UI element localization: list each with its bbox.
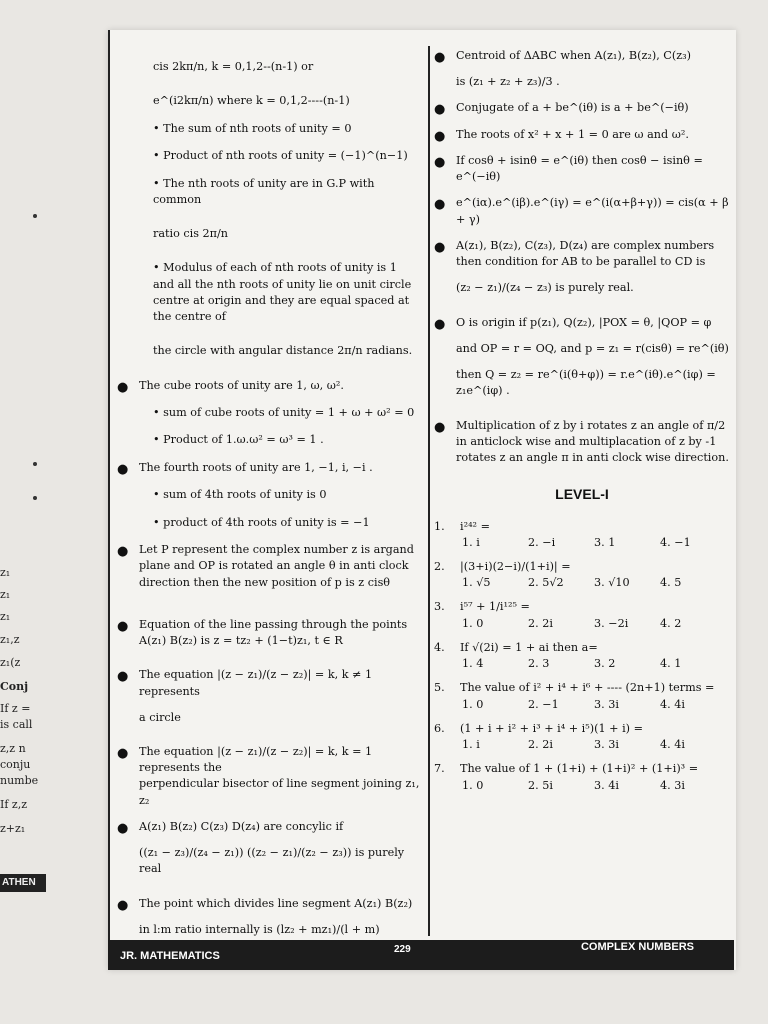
margin-text: If z =: [0, 702, 31, 715]
answer-option: 3. 3i: [594, 738, 619, 752]
text-line: • Modulus of each of nth roots of unity is 1 and all the nth roots of unity lie on unit circle centre at origin and they are equal spaced at the centre of: [153, 261, 412, 324]
bullet-text: The cube roots of unity are 1, ω, ω².: [139, 378, 344, 392]
text-line: • The nth roots of unity are in G.P with common: [153, 176, 375, 206]
answer-option: 4. −1: [660, 535, 691, 549]
bullet-icon: ●: [117, 745, 129, 761]
text-line: is (z₁ + z₂ + z₃)/3 .: [456, 75, 560, 89]
bullet-text: The equation |(z − z₁)/(z − z₂)| = k, k ≠ 1 represents: [139, 668, 373, 698]
text-line: ((z₁ − z₃)/(z₄ − z₁)) ((z₂ − z₁)/(z₂ − z₃)) is purely real: [139, 846, 405, 876]
text-line: cis 2kπ/n, k = 0,1,2--(n-1) or: [153, 60, 314, 74]
bullet-item: [117, 542, 421, 591]
margin-text: z,z n: [0, 742, 26, 755]
margin-text: numbe: [0, 774, 39, 787]
answer-option: 3. −2i: [594, 616, 629, 630]
bullet-text: A(z₁) B(z₂) C(z₃) D(z₄) are concylic if: [139, 819, 344, 833]
answer-option: 3. 4i: [594, 778, 619, 792]
text-line: • sum of 4th roots of unity is 0: [153, 488, 327, 502]
question-number: 1.: [434, 519, 445, 533]
margin-text: conju: [0, 758, 31, 771]
bullet-item: [117, 744, 421, 776]
bullet-icon: ●: [434, 128, 446, 144]
text-line: (z₂ − z₁)/(z₄ − z₃) is purely real.: [456, 281, 634, 295]
answer-option: 2. 2i: [528, 616, 553, 630]
question-item: [434, 721, 730, 753]
text-line: perpendicular bisector of line segment joining z₁, z₂: [139, 777, 420, 807]
text-line: then Q = z₂ = re^(i(θ+φ)) = r.e^(iθ).e^(iφ) = z₁e^(iφ) .: [456, 368, 716, 398]
margin-text: z+z₁: [0, 822, 26, 835]
margin-text: z₁: [0, 610, 11, 623]
bullet-text: The roots of x² + x + 1 = 0 are ω and ω².: [456, 127, 689, 141]
answer-option: 1. 4: [462, 657, 484, 671]
answer-option: 1. i: [462, 738, 480, 752]
bullet-text: The fourth roots of unity are 1, −1, i, −i .: [139, 460, 373, 474]
text-line: • The sum of nth roots of unity = 0: [153, 121, 352, 135]
right-column: [434, 48, 730, 794]
answer-option: 3. √10: [594, 576, 630, 590]
answer-option: 3. 3i: [594, 697, 619, 711]
bullet-item: [434, 238, 730, 270]
bullet-text: Centroid of ΔABC when A(z₁), B(z₂), C(z₃): [456, 49, 691, 62]
question-item: [434, 761, 730, 793]
bullet-item: [117, 896, 421, 912]
answer-option: 1. i: [462, 535, 480, 549]
bullet-text: O is origin if p(z₁), Q(z₂), |POX = θ, |QOP = φ: [456, 315, 712, 329]
bullet-text: Let P represent the complex number z is argand plane and OP is rotated an angle θ in anti clock direction then the new position of p is z cisθ: [139, 543, 414, 589]
question-item: [434, 680, 730, 712]
text-line: in l:m ratio internally is (lz₂ + mz₁)/(l + m): [139, 922, 380, 936]
answer-option: 4. 4i: [660, 738, 685, 752]
bullet-text: If cosθ + isinθ = e^(iθ) then cosθ − isinθ = e^(−iθ): [456, 153, 703, 184]
bullet-text: Conjugate of a + be^(iθ) is a + be^(−iθ): [456, 101, 689, 115]
bullet-icon: ●: [434, 197, 446, 213]
answer-option: 4. 5: [660, 576, 682, 590]
bullet-item: [434, 315, 730, 331]
question-text: i²⁴² =: [460, 519, 490, 533]
bullet-item: [434, 195, 730, 227]
footer-chapter: COMPLEX NUMBERS: [580, 941, 694, 953]
text-line: a circle: [139, 710, 181, 724]
bullet-icon: ●: [117, 544, 129, 560]
bullet-item: [434, 100, 730, 116]
answer-option: 2. −1: [528, 697, 559, 711]
margin-text: is call: [0, 718, 33, 731]
question-options: [460, 575, 730, 591]
answer-option: 2. 2i: [528, 738, 553, 752]
text-line: • Product of 1.ω.ω² = ω³ = 1 .: [153, 433, 324, 447]
section-heading: LEVEL-I: [555, 486, 609, 503]
answer-option: 1. √5: [462, 576, 491, 590]
bullet-item: [117, 667, 421, 699]
margin-tab: ATHEN: [0, 874, 46, 892]
question-number: 5.: [434, 681, 445, 695]
answer-option: 1. 0: [462, 778, 484, 792]
text-line: ratio cis 2π/n: [153, 227, 228, 241]
question-number: 3.: [434, 600, 445, 614]
footer-subject: JR. MATHEMATICS: [120, 950, 220, 962]
question-options: [460, 778, 730, 794]
bullet-icon: ●: [117, 618, 129, 634]
bullet-item: [434, 153, 730, 185]
margin-text: z₁: [0, 588, 11, 601]
question-options: [460, 697, 730, 713]
margin-text: If z,z: [0, 798, 28, 811]
bullet-item: [117, 460, 421, 476]
text-line: the circle with angular distance 2π/n radians.: [153, 344, 413, 358]
answer-option: 4. 1: [660, 657, 682, 671]
question-options: [460, 535, 730, 551]
bullet-icon: ●: [117, 461, 129, 477]
bullet-item: [434, 127, 730, 143]
bullet-item: [434, 48, 730, 64]
answer-option: 2. 5√2: [528, 576, 564, 590]
question-item: [434, 640, 730, 672]
bullet-text: The point which divides line segment A(z₁) B(z₂): [139, 896, 413, 910]
text-line: • sum of cube roots of unity = 1 + ω + ω² = 0: [153, 405, 415, 419]
bullet-text: The equation |(z − z₁)/(z − z₂)| = k, k = 1 represents the: [139, 744, 373, 775]
speck: [33, 214, 37, 218]
answer-option: 2. 5i: [528, 778, 553, 792]
bullet-icon: ●: [117, 379, 129, 395]
bullet-icon: ●: [117, 897, 129, 913]
question-text: |(3+i)(2−i)/(1+i)| =: [460, 559, 571, 573]
question-number: 7.: [434, 762, 445, 776]
bullet-item: [117, 819, 421, 835]
bullet-icon: ●: [434, 316, 446, 332]
question-number: 2.: [434, 559, 445, 573]
column-divider: [428, 46, 430, 936]
bullet-icon: ●: [434, 154, 446, 170]
question-options: [460, 616, 730, 632]
answer-option: 4. 3i: [660, 778, 685, 792]
question-number: 6.: [434, 721, 445, 735]
bullet-text: Equation of the line passing through the points A(z₁) B(z₂) is z = tz₂ + (1−t)z₁, t ∈ R: [139, 617, 408, 648]
answer-option: 4. 2: [660, 616, 682, 630]
bullet-item: [117, 617, 421, 649]
margin-text: z₁(z: [0, 656, 21, 669]
text-line: e^(i2kπ/n) where k = 0,1,2----(n-1): [153, 94, 350, 108]
bullet-icon: ●: [434, 102, 446, 118]
answer-option: 4. 4i: [660, 697, 685, 711]
question-item: [434, 599, 730, 631]
speck: [33, 462, 37, 466]
bullet-icon: ●: [434, 419, 446, 435]
question-item: [434, 559, 730, 591]
answer-option: 2. −i: [528, 535, 556, 549]
question-number: 4.: [434, 640, 445, 654]
answer-option: 3. 2: [594, 657, 616, 671]
answer-option: 3. 1: [594, 535, 616, 549]
bullet-icon: ●: [117, 669, 129, 685]
margin-text: z₁: [0, 566, 11, 579]
question-text: The value of 1 + (1+i) + (1+i)² + (1+i)³ =: [460, 762, 699, 776]
bullet-item: [117, 378, 421, 394]
bullet-text: Multiplication of z by i rotates z an angle of π/2 in anticlock wise and multiplacation of z by -1 rotates z an angle π in anti clock wise direction.: [456, 418, 729, 464]
text-line: and OP = r = OQ, and p = z₁ = r(cisθ) = re^(iθ): [456, 341, 729, 355]
page-footer: [108, 940, 734, 970]
page-number: 229: [394, 944, 411, 955]
text-line: • Product of nth roots of unity = (−1)^(n−1): [153, 149, 408, 163]
question-options: [460, 656, 730, 672]
question-text: The value of i² + i⁴ + i⁶ + ---- (2n+1) terms =: [460, 681, 715, 695]
speck: [33, 496, 37, 500]
answer-option: 1. 0: [462, 616, 484, 630]
bullet-icon: ●: [434, 50, 446, 65]
margin-text: z₁,z: [0, 633, 20, 646]
question-list: [434, 519, 730, 794]
answer-option: 2. 3: [528, 657, 550, 671]
text-line: • product of 4th roots of unity is = −1: [153, 515, 370, 529]
question-item: [434, 519, 730, 551]
bullet-text: A(z₁), B(z₂), C(z₃), D(z₄) are complex numbers then condition for AB to be parallel to CD is: [456, 238, 715, 269]
question-options: [460, 737, 730, 753]
bullet-text: e^(iα).e^(iβ).e^(iγ) = e^(i(α+β+γ)) = cis(α + β + γ): [456, 196, 729, 226]
left-column: [117, 48, 421, 938]
question-text: (1 + i + i² + i³ + i⁴ + i⁵)(1 + i) =: [460, 721, 643, 735]
question-text: If √(2i) = 1 + ai then a=: [460, 640, 598, 654]
bullet-icon: ●: [117, 820, 129, 836]
bullet-item: [434, 418, 730, 467]
question-text: i⁵⁷ + 1/i¹²⁵ =: [460, 600, 530, 614]
answer-option: 1. 0: [462, 697, 484, 711]
bullet-icon: ●: [434, 239, 446, 255]
margin-text: Conj: [0, 680, 29, 693]
